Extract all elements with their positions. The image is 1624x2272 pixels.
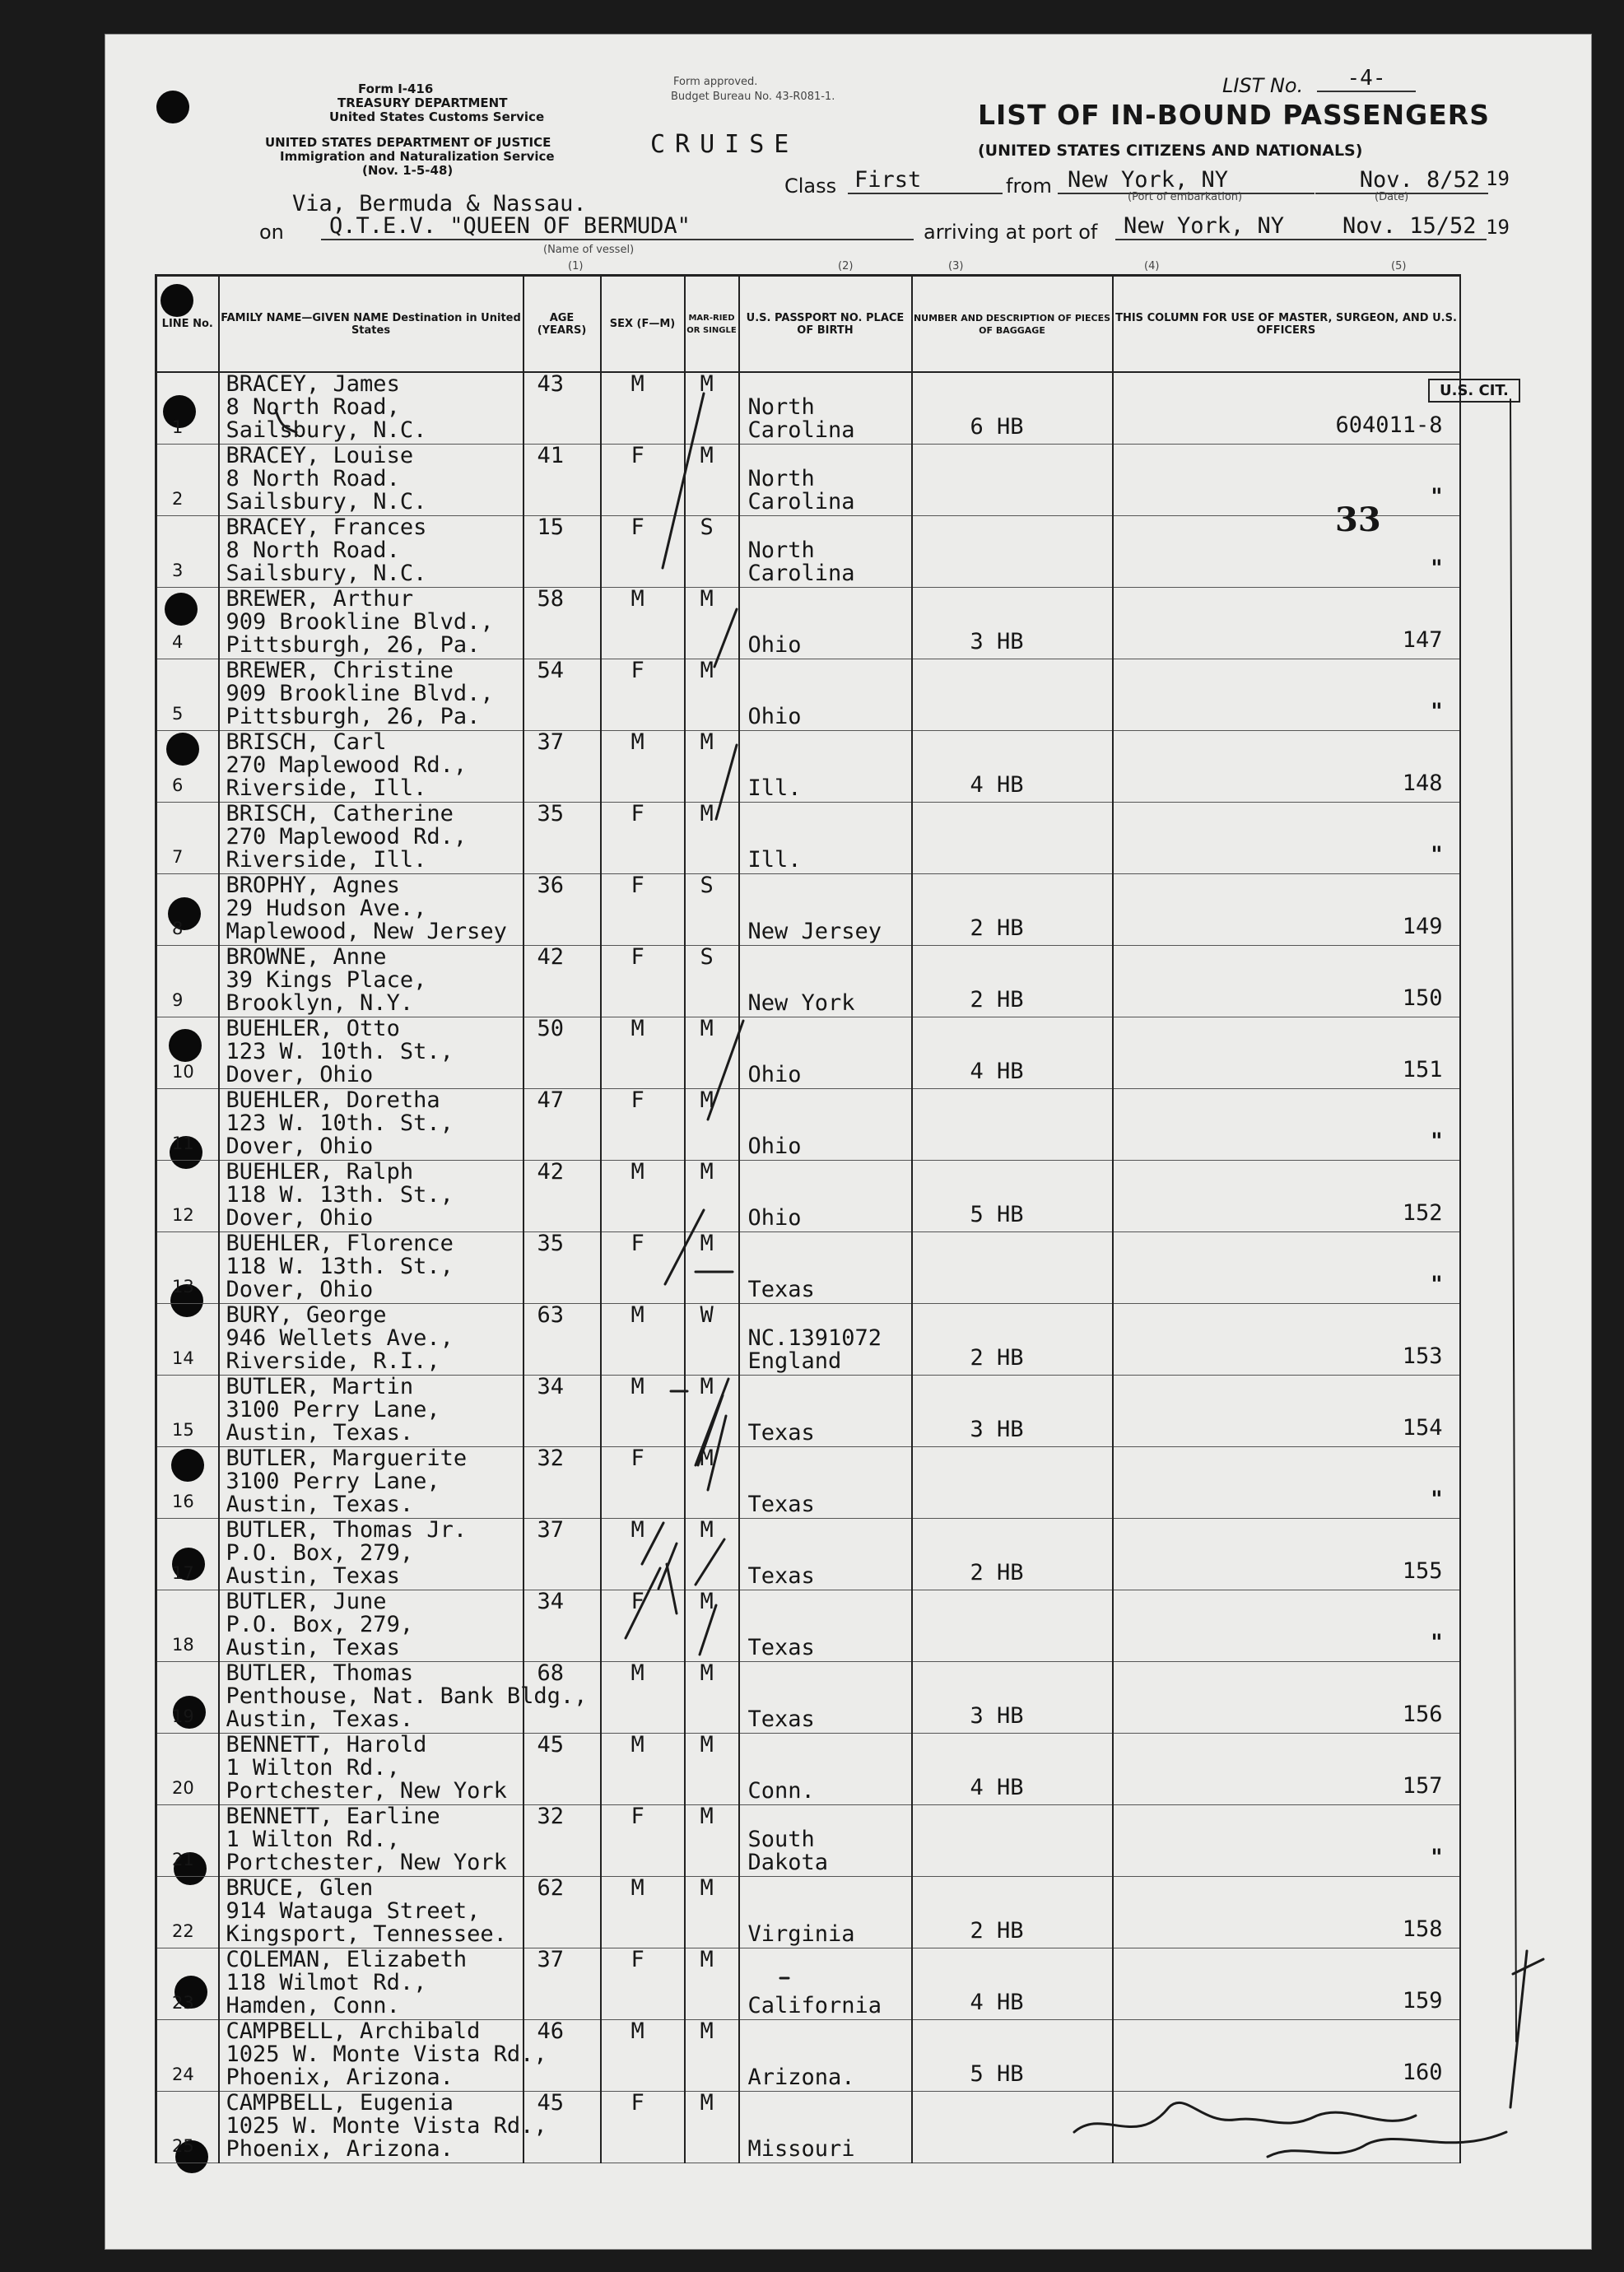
officer-number: 152 [1402, 1200, 1443, 1226]
address-street: 118 W. 13th. St., [226, 1254, 454, 1279]
birthplace-line1: NC.1391072 [747, 1325, 882, 1351]
address-city: Dover, Ohio [226, 1134, 374, 1159]
address-city: Portchester, New York [226, 1778, 507, 1804]
address-city: Austin, Texas. [226, 1492, 414, 1517]
address-street: 914 Watauga Street, [226, 1898, 481, 1924]
passenger-name: BUEHLER, Florence [226, 1231, 454, 1256]
marital-status: M [700, 1231, 714, 1256]
budget-bureau: Budget Bureau No. 43-R081-1. [671, 91, 835, 103]
baggage: 2 HB [970, 1560, 1024, 1585]
address-city: Dover, Ohio [226, 1205, 374, 1231]
arrival-port: New York, NY [1115, 213, 1338, 240]
age: 47 [537, 1087, 565, 1113]
marital-status: M [700, 1446, 714, 1471]
line-number: 15 [172, 1420, 194, 1440]
port-caption: (Port of embarkation) [1128, 191, 1243, 203]
marital-status: M [700, 1660, 714, 1686]
officer-number: " [1431, 699, 1443, 724]
marital-status: M [700, 729, 714, 755]
age: 37 [537, 1947, 565, 1972]
col-num-2: (2) [838, 260, 854, 272]
address-street: 3100 Perry Lane, [226, 1397, 440, 1422]
address-street: 1 Wilton Rd., [226, 1827, 400, 1852]
sex: M [631, 1875, 644, 1901]
sex: M [631, 1302, 644, 1328]
passenger-name: BUEHLER, Otto [226, 1016, 400, 1041]
via-route: Via, Bermuda & Nassau. [292, 191, 587, 216]
birthplace-line2: Ill. [747, 847, 802, 873]
address-street: 118 W. 13th. St., [226, 1182, 454, 1208]
passenger-name: BRISCH, Carl [226, 729, 387, 755]
age: 54 [537, 658, 565, 683]
sex: M [631, 1732, 644, 1758]
birthplace-line2: New York [747, 990, 855, 1016]
sex: F [631, 873, 644, 898]
address-street: 118 Wilmot Rd., [226, 1970, 427, 1995]
officer-number: 151 [1402, 1057, 1443, 1082]
age: 34 [537, 1589, 565, 1614]
customs-service: United States Customs Service [329, 109, 545, 124]
birthplace-line1: North [747, 538, 815, 563]
line-number: 3 [172, 561, 184, 580]
baggage: 2 HB [970, 1918, 1024, 1944]
vessel-name: Q.T.E.V. "QUEEN OF BERMUDA" [321, 213, 914, 240]
passenger-name: BROPHY, Agnes [226, 873, 400, 898]
address-street: 270 Maplewood Rd., [226, 752, 468, 778]
address-street: 8 North Road, [226, 394, 400, 420]
marital-status: M [700, 1374, 714, 1399]
baggage: 2 HB [970, 987, 1024, 1013]
age: 42 [537, 1159, 565, 1185]
birthplace-line1: North [747, 394, 815, 420]
officer-number: 160 [1402, 2060, 1443, 2085]
line-number: 11 [172, 1134, 194, 1153]
date-caption: (Date) [1375, 191, 1409, 203]
age: 37 [537, 729, 565, 755]
treasury-department: TREASURY DEPARTMENT [337, 95, 508, 110]
age: 43 [537, 371, 565, 397]
birthplace-line2: California [747, 1993, 882, 2018]
age: 42 [537, 944, 565, 970]
baggage: 4 HB [970, 1775, 1024, 1800]
marital-status: M [700, 1159, 714, 1185]
age: 35 [537, 1231, 565, 1256]
birthplace-line2: Arizona. [747, 2065, 855, 2090]
address-city: Sailsbury, N.C. [226, 561, 427, 586]
marital-status: M [700, 443, 714, 468]
age: 68 [537, 1660, 565, 1686]
passenger-name: BUTLER, Martin [226, 1374, 414, 1399]
year-prefix: 19 [1486, 167, 1510, 190]
sex: M [631, 1159, 644, 1185]
marital-status: W [700, 1302, 714, 1328]
birthplace-line2: Ohio [747, 704, 802, 729]
line-number: 25 [172, 2136, 194, 2156]
sex: M [631, 1660, 644, 1686]
sex: F [631, 658, 644, 683]
col-header-passport: U.S. PASSPORT NO. PLACE OF BIRTH [739, 276, 912, 373]
list-no-label: LIST No. [1222, 74, 1304, 97]
passenger-name: BUTLER, Marguerite [226, 1446, 468, 1471]
form-approved: Form approved. [673, 76, 758, 88]
officer-number: " [1431, 1272, 1443, 1297]
passenger-count-note: 33 [1335, 500, 1381, 539]
age: 63 [537, 1302, 565, 1328]
baggage: 3 HB [970, 1703, 1024, 1729]
col-header-line: LINE No. [156, 276, 219, 373]
officer-number: 155 [1402, 1558, 1443, 1584]
passenger-name: BRACEY, James [226, 371, 400, 397]
passenger-name: BUEHLER, Ralph [226, 1159, 414, 1185]
line-number: 6 [172, 775, 184, 795]
form-number: Form I-416 [358, 81, 434, 96]
officer-number: 147 [1402, 627, 1443, 653]
address-city: Austin, Texas. [226, 1706, 414, 1732]
marital-status: M [700, 586, 714, 612]
line-number: 24 [172, 2065, 194, 2084]
baggage: 5 HB [970, 2061, 1024, 2087]
marital-status: M [700, 2018, 714, 2044]
officer-number: " [1431, 556, 1443, 581]
address-city: Austin, Texas [226, 1635, 400, 1660]
line-number: 14 [172, 1348, 194, 1368]
line-number: 21 [172, 1850, 194, 1869]
marital-status: S [700, 514, 714, 540]
address-street: 29 Hudson Ave., [226, 896, 427, 921]
line-number: 2 [172, 489, 184, 509]
baggage: 4 HB [970, 1990, 1024, 2015]
passenger-name: CAMPBELL, Archibald [226, 2018, 481, 2044]
address-city: Phoenix, Arizona. [226, 2136, 454, 2162]
passenger-name: BRACEY, Frances [226, 514, 427, 540]
line-number: 20 [172, 1778, 194, 1798]
age: 32 [537, 1446, 565, 1471]
document-subtitle: (UNITED STATES CITIZENS AND NATIONALS) [978, 142, 1363, 160]
birthplace-line2: New Jersey [747, 919, 882, 944]
birthplace-line2: Carolina [747, 561, 855, 586]
passenger-name: BUTLER, June [226, 1589, 387, 1614]
birthplace-line2: Texas [747, 1706, 815, 1732]
birthplace-line2: Ohio [747, 1134, 802, 1159]
birthplace-line2: Texas [747, 1563, 815, 1589]
col-header-officers: THIS COLUMN FOR USE OF MASTER, SURGEON, AND U.S. OFFICERS [1113, 276, 1460, 373]
cruise-label: CRUISE [650, 130, 799, 159]
sex: F [631, 944, 644, 970]
address-city: Riverside, Ill. [226, 847, 427, 873]
marital-status: M [700, 801, 714, 826]
marital-status: M [700, 658, 714, 683]
on-label: on [259, 221, 284, 244]
from-port: New York, NY [1058, 167, 1315, 194]
col-header-married: MAR-RIED OR SINGLE [685, 276, 739, 373]
address-city: Dover, Ohio [226, 1277, 374, 1302]
passenger-name: BRACEY, Louise [226, 443, 414, 468]
baggage: 3 HB [970, 629, 1024, 654]
sex: F [631, 514, 644, 540]
sex: F [631, 1231, 644, 1256]
age: 45 [537, 1732, 565, 1758]
birthplace-line2: Texas [747, 1277, 815, 1302]
line-number: 4 [172, 632, 184, 652]
birthplace-line2: Missouri [747, 2136, 855, 2162]
age: 15 [537, 514, 565, 540]
passenger-name: BRUCE, Glen [226, 1875, 374, 1901]
address-city: Hamden, Conn. [226, 1993, 400, 2018]
birthplace-line2: Conn. [747, 1778, 815, 1804]
birthplace-line2: Virginia [747, 1921, 855, 1947]
sex: M [631, 729, 644, 755]
address-city: Dover, Ohio [226, 1062, 374, 1087]
birthplace-line2: Texas [747, 1420, 815, 1446]
col-header-sex: SEX (F—M) [601, 276, 685, 373]
birthplace-line1: South [747, 1827, 815, 1852]
officer-number: 158 [1402, 1916, 1443, 1942]
address-street: P.O. Box, 279, [226, 1612, 414, 1637]
sex: M [631, 1374, 644, 1399]
col-num-5: (5) [1391, 260, 1407, 272]
officer-number: " [1431, 484, 1443, 510]
baggage: 6 HB [970, 414, 1024, 440]
address-city: Brooklyn, N.Y. [226, 990, 414, 1016]
line-number: 9 [172, 990, 184, 1010]
sex: F [631, 801, 644, 826]
officer-number: " [1431, 1845, 1443, 1870]
departure-date: Nov. 8/52 [1315, 167, 1488, 194]
marital-status: M [700, 1016, 714, 1041]
document-title: LIST OF IN-BOUND PASSENGERS [978, 99, 1490, 131]
birthplace-line2: Carolina [747, 489, 855, 514]
marital-status: M [700, 1589, 714, 1614]
address-city: Kingsport, Tennessee. [226, 1921, 507, 1947]
baggage: 4 HB [970, 1059, 1024, 1084]
address-city: Pittsburgh, 26, Pa. [226, 704, 481, 729]
passenger-name: COLEMAN, Elizabeth [226, 1947, 468, 1972]
line-number: 1 [172, 417, 184, 437]
officer-number: 159 [1402, 1988, 1443, 2014]
col-num-1: (1) [568, 260, 584, 272]
line-number: 8 [172, 919, 184, 938]
birthplace-line2: Carolina [747, 417, 855, 443]
line-number: 18 [172, 1635, 194, 1655]
passenger-name: BRISCH, Catherine [226, 801, 454, 826]
marital-status: M [700, 1517, 714, 1543]
address-city: Portchester, New York [226, 1850, 507, 1875]
marital-status: M [700, 1087, 714, 1113]
address-city: Sailsbury, N.C. [226, 489, 427, 514]
list-no-value: -4- [1317, 66, 1416, 92]
line-number: 5 [172, 704, 184, 724]
marital-status: S [700, 944, 714, 970]
address-city: Pittsburgh, 26, Pa. [226, 632, 481, 658]
address-street: 909 Brookline Blvd., [226, 609, 494, 635]
address-city: Austin, Texas [226, 1563, 400, 1589]
form-revision: (Nov. 1-5-48) [362, 163, 454, 178]
age: 45 [537, 2090, 565, 2116]
passenger-name: BURY, George [226, 1302, 387, 1328]
marital-status: M [700, 2090, 714, 2116]
address-street: 270 Maplewood Rd., [226, 824, 468, 850]
col-num-4: (4) [1144, 260, 1160, 272]
arriving-label: arriving at port of [924, 221, 1098, 244]
arrival-date: Nov. 15/52 [1338, 213, 1487, 240]
birthplace-line2: Ill. [747, 775, 802, 801]
birthplace-line2: Ohio [747, 1205, 802, 1231]
age: 46 [537, 2018, 565, 2044]
address-street: 123 W. 10th. St., [226, 1039, 454, 1064]
sex: F [631, 1947, 644, 1972]
sex: M [631, 2018, 644, 2044]
from-label: from [1006, 175, 1052, 198]
signature [1070, 2074, 1531, 2181]
officer-number: 154 [1402, 1415, 1443, 1441]
address-street: Penthouse, Nat. Bank Bldg., [226, 1683, 588, 1709]
address-street: 1025 W. Monte Vista Rd., [226, 2042, 547, 2067]
sex: F [631, 1087, 644, 1113]
line-number: 17 [172, 1563, 194, 1583]
sex: F [631, 2090, 644, 2116]
baggage: 3 HB [970, 1417, 1024, 1442]
age: 41 [537, 443, 565, 468]
birthplace-line2: Dakota [747, 1850, 829, 1875]
birthplace-line2: Texas [747, 1492, 815, 1517]
age: 37 [537, 1517, 565, 1543]
ins-service: Immigration and Naturalization Service [280, 149, 555, 164]
passenger-name: BREWER, Arthur [226, 586, 414, 612]
age: 50 [537, 1016, 565, 1041]
address-street: P.O. Box, 279, [226, 1540, 414, 1566]
officer-number: 157 [1402, 1773, 1443, 1799]
baggage: 2 HB [970, 915, 1024, 941]
line-number: 23 [172, 1993, 194, 2013]
passenger-name: BREWER, Christine [226, 658, 454, 683]
col-header-baggage: NUMBER AND DESCRIPTION OF PIECES OF BAGGAGE [912, 276, 1113, 373]
address-city: Sailsbury, N.C. [226, 417, 427, 443]
sex: M [631, 371, 644, 397]
sex: F [631, 1446, 644, 1471]
address-street: 8 North Road. [226, 466, 400, 491]
line-number: 16 [172, 1492, 194, 1511]
birthplace-line2: England [747, 1348, 842, 1374]
baggage: 5 HB [970, 1202, 1024, 1227]
address-street: 3100 Perry Lane, [226, 1469, 440, 1494]
marital-status: M [700, 1947, 714, 1972]
officer-number: " [1431, 1129, 1443, 1154]
birthplace-line2: Ohio [747, 1062, 802, 1087]
sex: M [631, 586, 644, 612]
line-number: 22 [172, 1921, 194, 1941]
officer-number: " [1431, 842, 1443, 868]
birthplace-line2: Texas [747, 1635, 815, 1660]
address-street: 1 Wilton Rd., [226, 1755, 400, 1781]
age: 36 [537, 873, 565, 898]
baggage: 2 HB [970, 1345, 1024, 1371]
officer-number: 153 [1402, 1343, 1443, 1369]
passenger-name: BENNETT, Earline [226, 1804, 440, 1829]
col-header-name: FAMILY NAME—GIVEN NAME Destination in United States [219, 276, 523, 373]
passenger-name: BUTLER, Thomas Jr. [226, 1517, 468, 1543]
sex: F [631, 1589, 644, 1614]
officer-number: " [1431, 1630, 1443, 1655]
age: 35 [537, 801, 565, 826]
address-city: Riverside, Ill. [226, 775, 427, 801]
officer-number: 604011-8 [1335, 412, 1443, 438]
age: 34 [537, 1374, 565, 1399]
line-number: 7 [172, 847, 184, 867]
us-citizen-stamp: U.S. CIT. [1428, 379, 1520, 403]
marital-status: M [700, 371, 714, 397]
age: 62 [537, 1875, 565, 1901]
sex: F [631, 1804, 644, 1829]
passenger-name: CAMPBELL, Eugenia [226, 2090, 454, 2116]
vessel-caption: (Name of vessel) [543, 244, 635, 256]
passenger-name: BENNETT, Harold [226, 1732, 427, 1758]
address-street: 1025 W. Monte Vista Rd., [226, 2113, 547, 2139]
passenger-name: BUTLER, Thomas [226, 1660, 414, 1686]
address-city: Riverside, R.I., [226, 1348, 440, 1374]
sex: F [631, 443, 644, 468]
address-street: 39 Kings Place, [226, 967, 427, 993]
class-value: First [848, 167, 1003, 194]
line-number: 13 [172, 1277, 194, 1297]
marital-status: M [700, 1875, 714, 1901]
marital-status: M [700, 1732, 714, 1758]
baggage: 4 HB [970, 772, 1024, 798]
line-number: 19 [172, 1706, 194, 1726]
sex: M [631, 1517, 644, 1543]
line-number: 12 [172, 1205, 194, 1225]
age: 58 [537, 586, 565, 612]
age: 32 [537, 1804, 565, 1829]
class-label: Class [784, 175, 837, 198]
address-city: Maplewood, New Jersey [226, 919, 507, 944]
address-city: Phoenix, Arizona. [226, 2065, 454, 2090]
address-street: 909 Brookline Blvd., [226, 681, 494, 706]
officer-number: 156 [1402, 1702, 1443, 1727]
address-city: Austin, Texas. [226, 1420, 414, 1446]
address-street: 123 W. 10th. St., [226, 1110, 454, 1136]
line-number: 10 [172, 1062, 194, 1082]
passenger-name: BROWNE, Anne [226, 944, 387, 970]
marital-status: M [700, 1804, 714, 1829]
officer-number: " [1431, 1487, 1443, 1512]
officer-number: 149 [1402, 914, 1443, 939]
col-num-3: (3) [948, 260, 964, 272]
address-street: 8 North Road. [226, 538, 400, 563]
passenger-name: BUEHLER, Doretha [226, 1087, 440, 1113]
officer-number: 150 [1402, 985, 1443, 1011]
address-street: 946 Wellets Ave., [226, 1325, 454, 1351]
marital-status: S [700, 873, 714, 898]
sex: M [631, 1016, 644, 1041]
dept-of-justice: UNITED STATES DEPARTMENT OF JUSTICE [265, 135, 551, 150]
col-header-age: AGE (YEARS) [523, 276, 601, 373]
birthplace-line1: North [747, 466, 815, 491]
birthplace-line2: Ohio [747, 632, 802, 658]
officer-number: 148 [1402, 771, 1443, 796]
year-prefix-arrival: 19 [1486, 216, 1510, 239]
